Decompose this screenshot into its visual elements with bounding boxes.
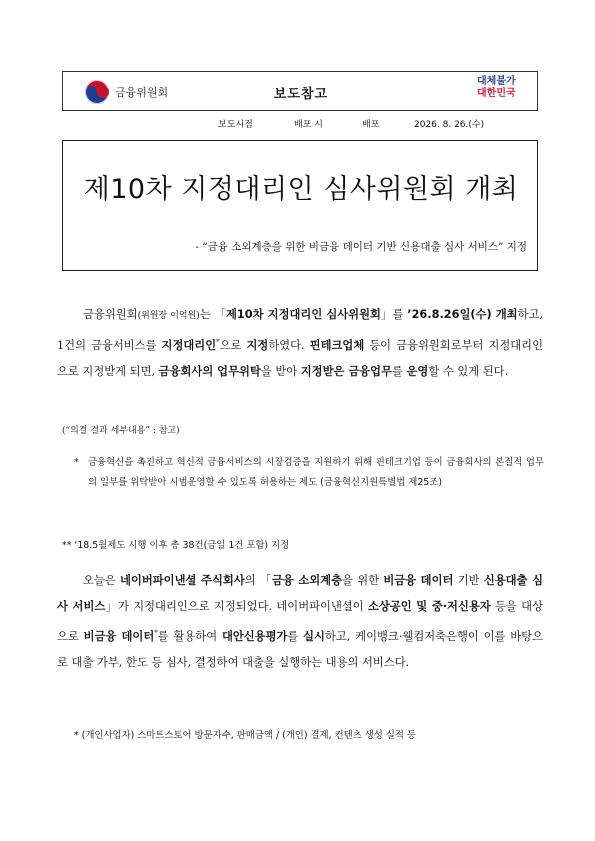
bold-text: 금융 소외계층 [271, 574, 342, 587]
text: 을 받아 [260, 364, 301, 378]
text: 를 활용하여 [157, 629, 222, 643]
text: 으로 [219, 338, 247, 352]
bold-text: 운영 [406, 364, 429, 378]
release-time-value: 배포 시 [294, 120, 323, 130]
bold-text: 소상공인 및 중·저신용자 [368, 600, 491, 613]
taegeuk-emblem-icon [85, 80, 109, 104]
page-title: 제10차 지정대리인 심사위원회 개최 [83, 174, 519, 205]
text: 금융위원회 [83, 308, 138, 321]
text: 를 [287, 629, 304, 643]
org-name: 금융위원회 [115, 86, 169, 99]
bold-text: 제10차 지정대리인 심사위원회 [226, 308, 381, 321]
footnote-3: * (개인사업자) 스마트스토어 방문자수, 판매금액 / (개인) 결제, 컨텐츠 생성 실적 등 [74, 730, 416, 741]
text: 는 「 [199, 308, 226, 321]
header-box [62, 71, 538, 111]
title-box [62, 140, 538, 271]
body-paragraph-1 [57, 302, 543, 385]
text: 할 수 있게 된다. [428, 364, 509, 378]
text: 의 「 [244, 574, 272, 587]
release-time-label: 보도시점 [218, 120, 253, 130]
fsc-logo [85, 80, 168, 104]
bold-text: 지정받은 금융업무 [300, 364, 392, 378]
bold-text: 비금융 데이터 [383, 574, 454, 587]
bold-text: 네이버파이낸셜 주식회사 [120, 574, 245, 587]
bold-text: 비금융 데이터 [83, 629, 155, 643]
text: 를 [392, 364, 407, 378]
bold-text: 신용대출 심사 서비스 [57, 574, 543, 613]
bold-text: 지정 [246, 338, 269, 352]
doc-type-label: 보도참고 [273, 87, 329, 102]
slogan-line2: 대한민국 [477, 88, 516, 99]
text: 하였다. [268, 338, 310, 352]
text: 」를 [380, 308, 408, 321]
text: 하고, 케이뱅크·웰컴저축은행이 이를 바탕으로 대출 가부, 한도 등 심사, 결정하여 대출을 실행하는 내용의 서비스다. [57, 629, 543, 669]
release-date-label: 배포 [362, 120, 380, 130]
bold-text: 금융회사의 업무위탁 [158, 364, 261, 378]
slogan-logo [477, 76, 529, 108]
text: 등이 금융위원회로부터 지정대리인으로 지정받게 되면, [57, 338, 544, 378]
bold-text: ’26.8.26일(수) 개최 [407, 308, 518, 321]
footnote-text: 금융혁신을 촉진하고 혁신적 금융서비스의 시장검증을 지원하기 위해 핀테크기업 등이 금융회사의 본질적 업무의 일부를 위탁받아 시범운영할 수 있도록 허용하는 제도 (금융혁신지원특별법 제25조) [88, 457, 544, 488]
body-paragraph-2 [57, 568, 543, 676]
footnote-mark: * [154, 629, 158, 637]
footnote-mark: * [74, 457, 79, 468]
bold-text: 대안신용평가 [221, 629, 288, 643]
footnote-2: ** ‘18.5월제도 시행 이후 총 38건(금일 1건 포함) 지정 [62, 540, 290, 551]
text: 을 위한 [342, 574, 384, 587]
text: (위원장 이억원) [137, 311, 200, 321]
text: 하고, 1건의 금융서비스를 [57, 308, 543, 352]
page-subtitle: - “금융 소외계층을 위한 비금융 데이터 기반 신용대출 심사 서비스” 지정 [195, 241, 527, 253]
slogan-line1: 대체불가 [477, 76, 516, 87]
bold-text: 핀테크업체 [309, 338, 365, 352]
bold-text: 지정대리인 [161, 338, 217, 352]
footnote-1 [74, 453, 544, 493]
text: 등을 대상으로 [57, 600, 543, 643]
text: 오늘은 [83, 574, 121, 587]
text: 기반 [453, 574, 484, 587]
bold-text: 실시 [303, 629, 325, 643]
footnote-mark: * [216, 338, 220, 346]
release-date-value: 2026. 8. 26.(수) [414, 120, 485, 130]
text: 」가 지정대리인으로 지정되었다. 네이버파이낸셜이 [105, 600, 368, 613]
reference-note: (“의결 결과 세부내용” : 참고) [62, 426, 180, 436]
